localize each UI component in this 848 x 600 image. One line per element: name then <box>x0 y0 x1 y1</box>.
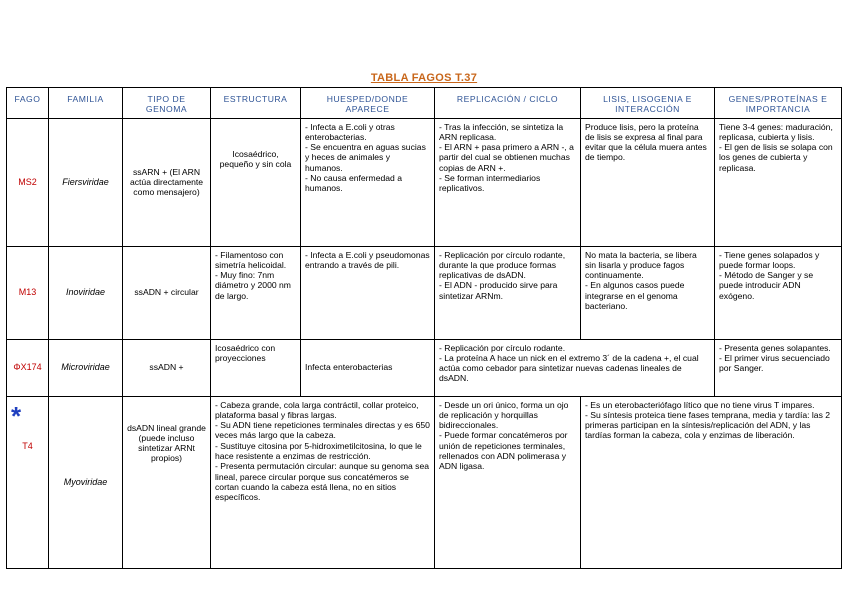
genes-cell: - Tiene genes solapados y puede formar loops. - Método de Sanger y se puede introducir ADN exógeno. <box>715 246 842 339</box>
familia-cell: Microviridae <box>49 339 123 396</box>
genoma-cell: ssADN + <box>123 339 211 396</box>
genoma-cell: ssARN + (El ARN actúa directamente como mensajero) <box>123 118 211 246</box>
genoma-cell: ssADN + circular <box>123 246 211 339</box>
huesped-cell: Infecta enterobacterias <box>301 339 435 396</box>
huesped-cell: - Infecta a E.coli y otras enterobacterias. - Se encuentra en aguas sucias y heces de animales y humanos. - No causa enfermedad a humanos. <box>301 118 435 246</box>
replicacion-cell: - Replicación por círculo rodante, durante la que produce formas replicativas de dsADN. - El ADN - producido sirve para sintetizar ARNm. <box>435 246 581 339</box>
header-fago: FAGO <box>7 88 49 119</box>
header-row <box>7 88 842 119</box>
phage-table <box>6 87 842 569</box>
fago-cell <box>7 396 49 568</box>
familia-cell: Myoviridae <box>49 396 123 568</box>
table-row <box>7 339 842 396</box>
header-huesped: HUESPED/DONDE APARECE <box>301 88 435 119</box>
page-title: TABLA FAGOS T.37 <box>370 72 478 84</box>
estructura-cell: Icosaédrico con proyecciones <box>211 339 301 396</box>
estructura-cell: - Filamentoso con simetría helicoidal. - Muy fino: 7nm diámetro y 2000 nm de largo. <box>211 246 301 339</box>
table-row <box>7 118 842 246</box>
familia-cell: Fiersviridae <box>49 118 123 246</box>
huesped-cell: - Infecta a E.coli y pseudomonas entrando a través de pili. <box>301 246 435 339</box>
lisis-cell: No mata la bacteria, se libera sin lisarla y produce fagos continuamente. - En algunos casos puede integrarse en el genoma bacteriano. <box>581 246 715 339</box>
header-familia: FAMILIA <box>49 88 123 119</box>
genes-cell: - Presenta genes solapantes. - El primer virus secuenciado por Sanger. <box>715 339 842 396</box>
fago-cell: M13 <box>7 246 49 339</box>
replicacion-cell: - Tras la infección, se sintetiza la ARN replicasa. - El ARN + pasa primero a ARN -, a partir del cual se obtienen muchas copias de ARN +. - Se forman intermediarios replicativos. <box>435 118 581 246</box>
fago-cell: MS2 <box>7 118 49 246</box>
header-genes: GENES/PROTEÍNAS E IMPORTANCIA <box>715 88 842 119</box>
star-mark: * <box>11 400 22 431</box>
replicacion-lisis-cell: - Replicación por círculo rodante. - La proteína A hace un nick en el extremo 3´ de la cadena +, el cual actúa como cebador para sintetizar nuevas cadenas lineales de dsADN. <box>435 339 715 396</box>
genoma-cell: dsADN lineal grande (puede incluso sintetizar ARNt propios) <box>123 396 211 568</box>
estructura-huesped-cell: - Cabeza grande, cola larga contráctil, collar proteico, plataforma basal y fibras largas. - Su ADN tiene repeticiones terminales directas y es 650 veces más largo que la cabeza. - Sustituye citosina por 5-hidroximetilcitosina, lo que le hace resistente a enzimas de restricción. - Presenta permutación circular: aunque su genoma sea lineal, parece circular porque sus concatémeros se cortan cuando la cabeza está llena, no en sitios específicos. <box>211 396 435 568</box>
genes-cell: Tiene 3-4 genes: maduración, replicasa, cubierta y lisis. - El gen de lisis se solapa con los genes de cubierta y replicasa. <box>715 118 842 246</box>
header-genoma: TIPO DE GENOMA <box>123 88 211 119</box>
table-row <box>7 246 842 339</box>
header-estructura: ESTRUCTURA <box>211 88 301 119</box>
lisis-cell: Produce lisis, pero la proteína de lisis se expresa al final para evitar que la célula muera antes de tiempo. <box>581 118 715 246</box>
table-row <box>7 396 842 568</box>
header-lisis: LISIS, LISOGENIA E INTERACCIÓN <box>581 88 715 119</box>
estructura-cell: Icosaédrico, pequeño y sin cola <box>211 118 301 246</box>
replicacion-cell: - Desde un ori único, forma un ojo de replicación y horquillas bidireccionales. - Puede formar concatémeros por unión de repeticiones terminales, rellenados con ADN polimerasa y ADN ligasa. <box>435 396 581 568</box>
header-replicacion: REPLICACIÓN / CICLO <box>435 88 581 119</box>
familia-cell: Inoviridae <box>49 246 123 339</box>
fago-cell: ΦX174 <box>7 339 49 396</box>
lisis-genes-cell: - Es un eterobacteriófago lítico que no tiene virus T impares. - Su síntesis proteica tiene fases temprana, media y tardía: las 2 primeras participan en la síntesis/replicación del ADN, y las tardías forman la cabeza, cola y enzimas de liberación. <box>581 396 842 568</box>
fago-label: T4 <box>22 440 33 451</box>
